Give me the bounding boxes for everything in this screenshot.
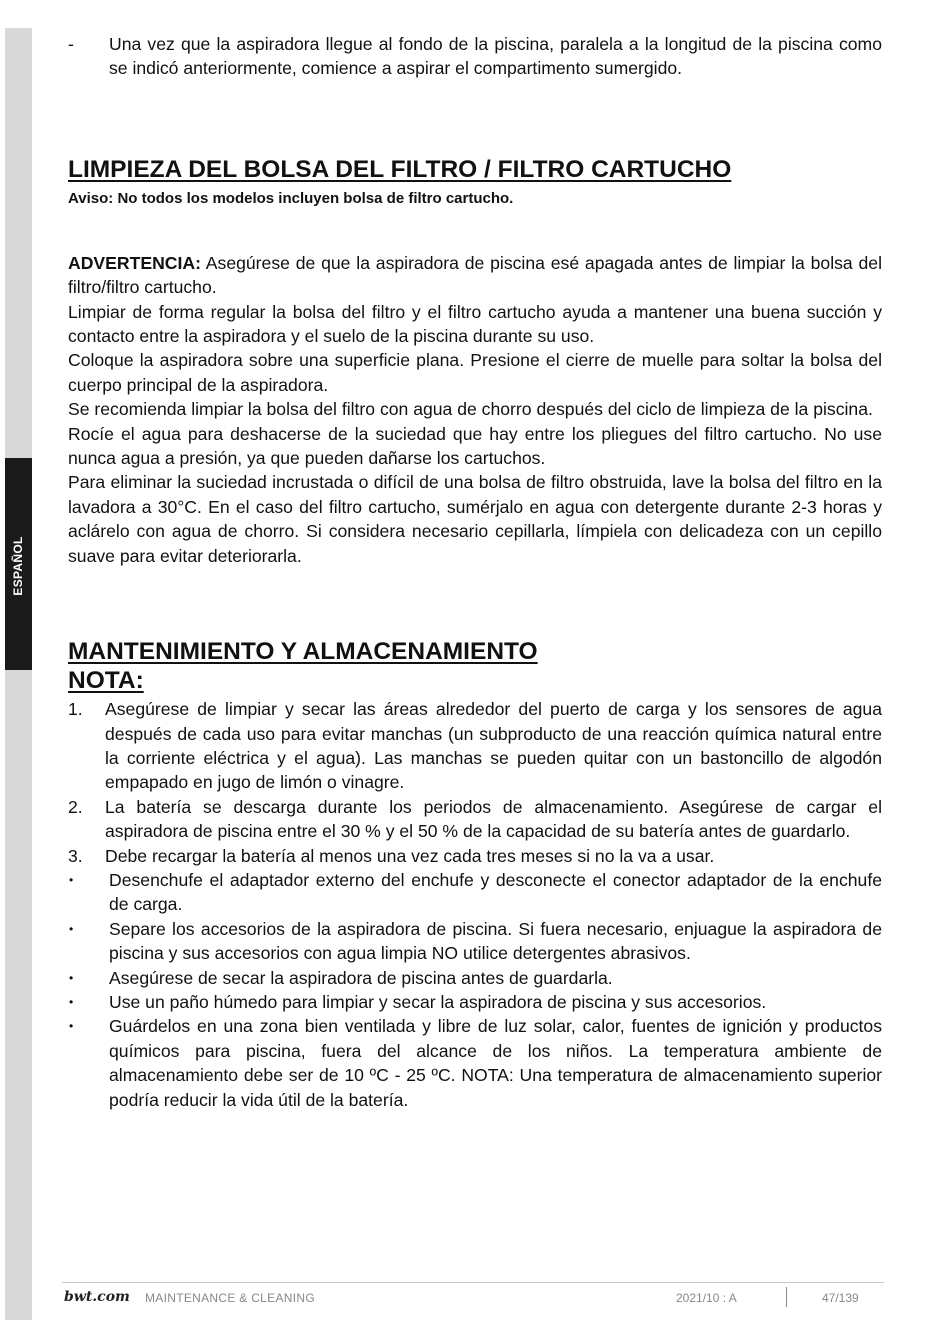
brand-logo: bwt.com bbox=[64, 1289, 130, 1305]
bullet-item bbox=[68, 917, 882, 966]
cleaning-paragraph: Limpiar de forma regular la bolsa del filtro y el filtro cartucho ayuda a mantener una buena succión y contacto entre la aspiradora y el suelo de la piscina durante su uso. bbox=[68, 301, 882, 347]
footer-revision-date: 2021/10 : A bbox=[676, 1291, 737, 1305]
bullet-icon: • bbox=[69, 921, 74, 936]
language-tab-label: ESPAÑOL bbox=[11, 536, 25, 596]
bullet-text: Use un paño húmedo para limpiar y secar la aspiradora de piscina y sus accesorios. bbox=[109, 991, 767, 1012]
cleaning-heading: LIMPIEZA DEL BOLSA DEL FILTRO / FILTRO CARTUCHO bbox=[68, 155, 732, 183]
intro-text: Una vez que la aspiradora llegue al fondo de la piscina, paralela a la longitud de la piscina como se indicó anteriormente, comience a aspirar el compartimento sumergido. bbox=[109, 34, 882, 79]
footer-separator bbox=[786, 1287, 787, 1307]
cleaning-paragraph: Coloque la aspiradora sobre una superficie plana. Presione el cierre de muelle para soltar la bolsa del cuerpo principal de la aspiradora. bbox=[68, 350, 882, 395]
bullet-text: Desenchufe el adaptador externo del enchufe y desconecte el conector adaptador de la enchufe de carga. bbox=[109, 869, 882, 915]
item-text: Debe recargar la batería al menos una vez cada tres meses si no la va a usar. bbox=[105, 845, 715, 866]
bullet-list bbox=[68, 868, 882, 1112]
warning-text: Asegúrese de que la aspiradora de piscina esé apagada antes de limpiar la bolsa del filtro/filtro cartucho. bbox=[68, 252, 882, 298]
bullet-icon: • bbox=[69, 1019, 74, 1034]
note-heading: NOTA: bbox=[68, 667, 144, 695]
bullet-text: Asegúrese de secar la aspiradora de piscina antes de guardarla. bbox=[109, 967, 613, 988]
bullet-icon: • bbox=[69, 994, 74, 1009]
item-number: 2. bbox=[68, 796, 83, 817]
item-number: 1. bbox=[68, 699, 83, 720]
cleaning-paragraph: Para eliminar la suciedad incrustada o difícil de una bolsa de filtro obstruida, lave la bolsa del filtro en la lavadora a 30°C. En el caso del filtro cartucho, sumérjalo en agua con detergente durante 2-3 horas y aclárelo con agua de chorro. Si considera necesario cepillarla, límpiela con delicadeza con un cepillo suave para evitar deteriorarla. bbox=[68, 472, 882, 566]
bullet-item bbox=[68, 1014, 882, 1112]
footer-section-title: MAINTENANCE & CLEANING bbox=[145, 1291, 315, 1305]
cleaning-notice: Aviso: No todos los modelos incluyen bolsa de filtro cartucho. bbox=[68, 189, 514, 207]
maintenance-heading: MANTENIMIENTO Y ALMACENAMIENTO bbox=[68, 638, 538, 666]
bullet-icon: • bbox=[69, 970, 74, 985]
page-number: 47/139 bbox=[822, 1291, 859, 1305]
bullet-item bbox=[68, 868, 882, 917]
bullet-item bbox=[68, 966, 882, 990]
page-content bbox=[68, 32, 882, 1112]
bullet-text: Guárdelos en una zona bien ventilada y libre de luz solar, calor, fuentes de ignición y productos químicos para piscina, fuera del alcance de los niños. La temperatura ambiente de almacenamiento debe ser de 10 ºC - 25 ºC. NOTA: Una temperatura de almacenamiento superior podría reducir la vida útil de la batería. bbox=[109, 1016, 882, 1110]
item-number: 3. bbox=[68, 845, 83, 866]
bullet-text: Separe los accesorios de la aspiradora de piscina. Si fuera necesario, enjuague la aspiradora de piscina y sus accesorios con agua limpia NO utilice detergentes abrasivos. bbox=[109, 918, 882, 964]
dash-marker: - bbox=[68, 34, 74, 54]
bullet-item bbox=[68, 990, 882, 1014]
cleaning-paragraph: Se recomienda limpiar la bolsa del filtro con agua de chorro después del ciclo de limpieza de la piscina. bbox=[68, 399, 873, 420]
cleaning-paragraph: Rocíe el agua para deshacerse de la suciedad que hay entre los pliegues del filtro cartucho. No use nunca agua a presión, ya que pueden dañarse los cartuchos. bbox=[68, 423, 882, 469]
numbered-item bbox=[68, 844, 882, 868]
footer-divider bbox=[62, 1282, 884, 1283]
side-strip bbox=[5, 28, 32, 1320]
warning-label: ADVERTENCIA: bbox=[68, 252, 201, 273]
item-text: La batería se descarga durante los periodos de almacenamiento. Asegúrese de cargar el aspiradora de piscina entre el 30 % y el 50 % de la capacidad de su batería antes de guardarlo. bbox=[105, 796, 882, 842]
item-text: Asegúrese de limpiar y secar las áreas alrededor del puerto de carga y los sensores de agua después de cada uso para evitar manchas (un subproducto de una reacción química natural entre la corriente eléctrica y el agua). Las manchas se pueden quitar con un bastoncillo de algodón empapado en jugo de limón o vinagre. bbox=[105, 699, 882, 793]
numbered-item bbox=[68, 795, 882, 844]
cleaning-body bbox=[68, 251, 882, 568]
numbered-item bbox=[68, 697, 882, 795]
bullet-icon: • bbox=[69, 872, 74, 887]
numbered-list bbox=[68, 697, 882, 868]
warning-paragraph bbox=[68, 251, 882, 300]
intro-item bbox=[68, 32, 882, 81]
